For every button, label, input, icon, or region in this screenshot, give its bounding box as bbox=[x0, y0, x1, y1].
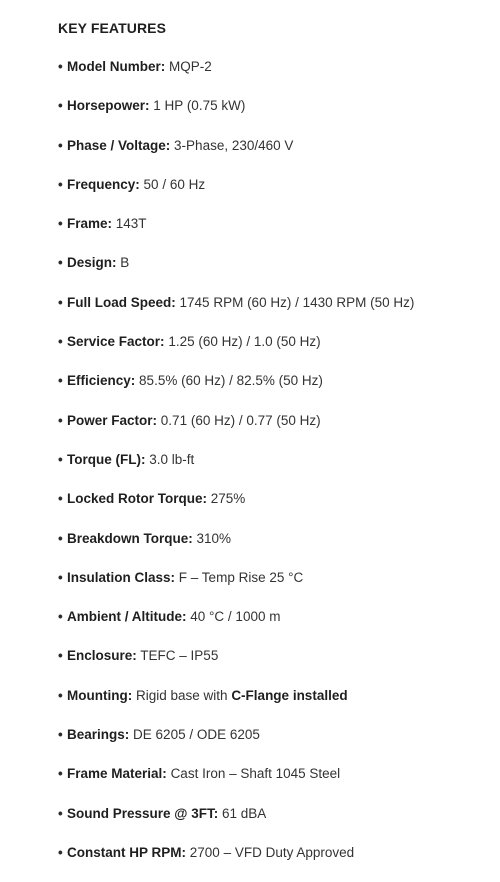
feature-value: 275% bbox=[210, 491, 246, 507]
feature-item-constant-hp-rpm bbox=[58, 843, 488, 882]
feature-value: 143T bbox=[115, 216, 147, 232]
bullet: • bbox=[58, 98, 63, 114]
bullet: • bbox=[58, 137, 63, 153]
feature-item-frame-material bbox=[58, 764, 488, 803]
feature-value: 1 HP (0.75 kW) bbox=[153, 98, 246, 114]
bullet: • bbox=[58, 294, 63, 310]
feature-value: 1.25 (60 Hz) / 1.0 (50 Hz) bbox=[168, 334, 321, 350]
bullet: • bbox=[58, 412, 63, 428]
feature-value: 61 dBA bbox=[221, 805, 267, 821]
feature-label: Frame Material: bbox=[67, 766, 167, 782]
feature-value: 2700 – VFD Duty Approved bbox=[189, 844, 355, 860]
feature-label: Model Number: bbox=[67, 59, 166, 74]
feature-item-enclosure bbox=[58, 646, 488, 685]
bullet: • bbox=[58, 451, 63, 467]
feature-item-bearings bbox=[58, 725, 488, 764]
feature-item-locked-rotor-torque bbox=[58, 489, 488, 528]
feature-value: 50 / 60 Hz bbox=[143, 176, 206, 192]
feature-label: Torque (FL): bbox=[67, 451, 146, 467]
feature-item-phase-voltage bbox=[58, 136, 488, 175]
feature-value: MQP-2 bbox=[169, 59, 212, 74]
feature-label: Power Factor: bbox=[67, 412, 158, 428]
bullet: • bbox=[58, 373, 63, 389]
feature-value: 40 °C / 1000 m bbox=[190, 609, 281, 625]
feature-item-frequency bbox=[58, 175, 488, 214]
feature-label: Mounting: bbox=[67, 687, 133, 703]
feature-value: 85.5% (60 Hz) / 82.5% (50 Hz) bbox=[139, 373, 323, 389]
bullet: • bbox=[58, 59, 63, 74]
bullet: • bbox=[58, 216, 63, 232]
feature-item-horsepower bbox=[58, 96, 488, 135]
feature-value: 3-Phase, 230/460 V bbox=[174, 137, 294, 153]
feature-item-sound-pressure bbox=[58, 804, 488, 843]
bullet: • bbox=[58, 805, 63, 821]
feature-item-torque-fl bbox=[58, 450, 488, 489]
feature-label: Service Factor: bbox=[67, 334, 165, 350]
feature-value: B bbox=[120, 255, 130, 271]
feature-value: 0.71 (60 Hz) / 0.77 (50 Hz) bbox=[160, 412, 321, 428]
bullet: • bbox=[58, 766, 63, 782]
feature-item-ambient-altitude bbox=[58, 607, 488, 646]
feature-item-efficiency bbox=[58, 371, 488, 410]
feature-value: Rigid base with bbox=[136, 687, 228, 703]
section-heading: KEY FEATURES bbox=[58, 20, 167, 36]
feature-label: Sound Pressure @ 3FT: bbox=[67, 805, 219, 821]
feature-label: Locked Rotor Torque: bbox=[67, 491, 207, 507]
feature-label: Efficiency: bbox=[67, 373, 136, 389]
feature-label: Insulation Class: bbox=[67, 569, 176, 585]
feature-item-service-factor bbox=[58, 332, 488, 371]
feature-label: Horsepower: bbox=[67, 98, 150, 114]
feature-value: Cast Iron – Shaft 1045 Steel bbox=[170, 766, 341, 782]
bullet: • bbox=[58, 176, 63, 192]
features-list bbox=[58, 57, 488, 882]
bullet: • bbox=[58, 334, 63, 350]
feature-label: Design: bbox=[67, 255, 117, 271]
feature-item-full-load-speed bbox=[58, 293, 488, 332]
key-features-section bbox=[58, 18, 488, 882]
feature-value: DE 6205 / ODE 6205 bbox=[133, 727, 260, 743]
feature-item-frame bbox=[58, 214, 488, 253]
feature-label: Ambient / Altitude: bbox=[67, 609, 187, 625]
feature-value: 3.0 lb-ft bbox=[149, 451, 195, 467]
feature-value-emphasis: C-Flange installed bbox=[231, 687, 348, 703]
bullet: • bbox=[58, 530, 63, 546]
feature-item-mounting bbox=[58, 686, 488, 725]
feature-value: 310% bbox=[196, 530, 232, 546]
feature-label: Constant HP RPM: bbox=[67, 844, 187, 860]
feature-label: Phase / Voltage: bbox=[67, 137, 171, 153]
feature-label: Enclosure: bbox=[67, 648, 137, 664]
feature-item-design bbox=[58, 253, 488, 292]
bullet: • bbox=[58, 727, 63, 743]
feature-value: TEFC – IP55 bbox=[140, 648, 219, 664]
feature-label: Frame: bbox=[67, 216, 113, 232]
feature-value: 1745 RPM (60 Hz) / 1430 RPM (50 Hz) bbox=[179, 294, 415, 310]
feature-label: Full Load Speed: bbox=[67, 294, 176, 310]
feature-item-breakdown-torque bbox=[58, 529, 488, 568]
feature-label: Breakdown Torque: bbox=[67, 530, 193, 546]
feature-label: Frequency: bbox=[67, 176, 140, 192]
bullet: • bbox=[58, 609, 63, 625]
feature-item-insulation-class bbox=[58, 568, 488, 607]
feature-item-model-number bbox=[58, 57, 488, 96]
bullet: • bbox=[58, 569, 63, 585]
feature-item-power-factor bbox=[58, 411, 488, 450]
feature-value: F – Temp Rise 25 °C bbox=[178, 569, 304, 585]
feature-label: Bearings: bbox=[67, 727, 130, 743]
bullet: • bbox=[58, 648, 63, 664]
bullet: • bbox=[58, 844, 63, 860]
bullet: • bbox=[58, 491, 63, 507]
bullet: • bbox=[58, 255, 63, 271]
bullet: • bbox=[58, 687, 63, 703]
